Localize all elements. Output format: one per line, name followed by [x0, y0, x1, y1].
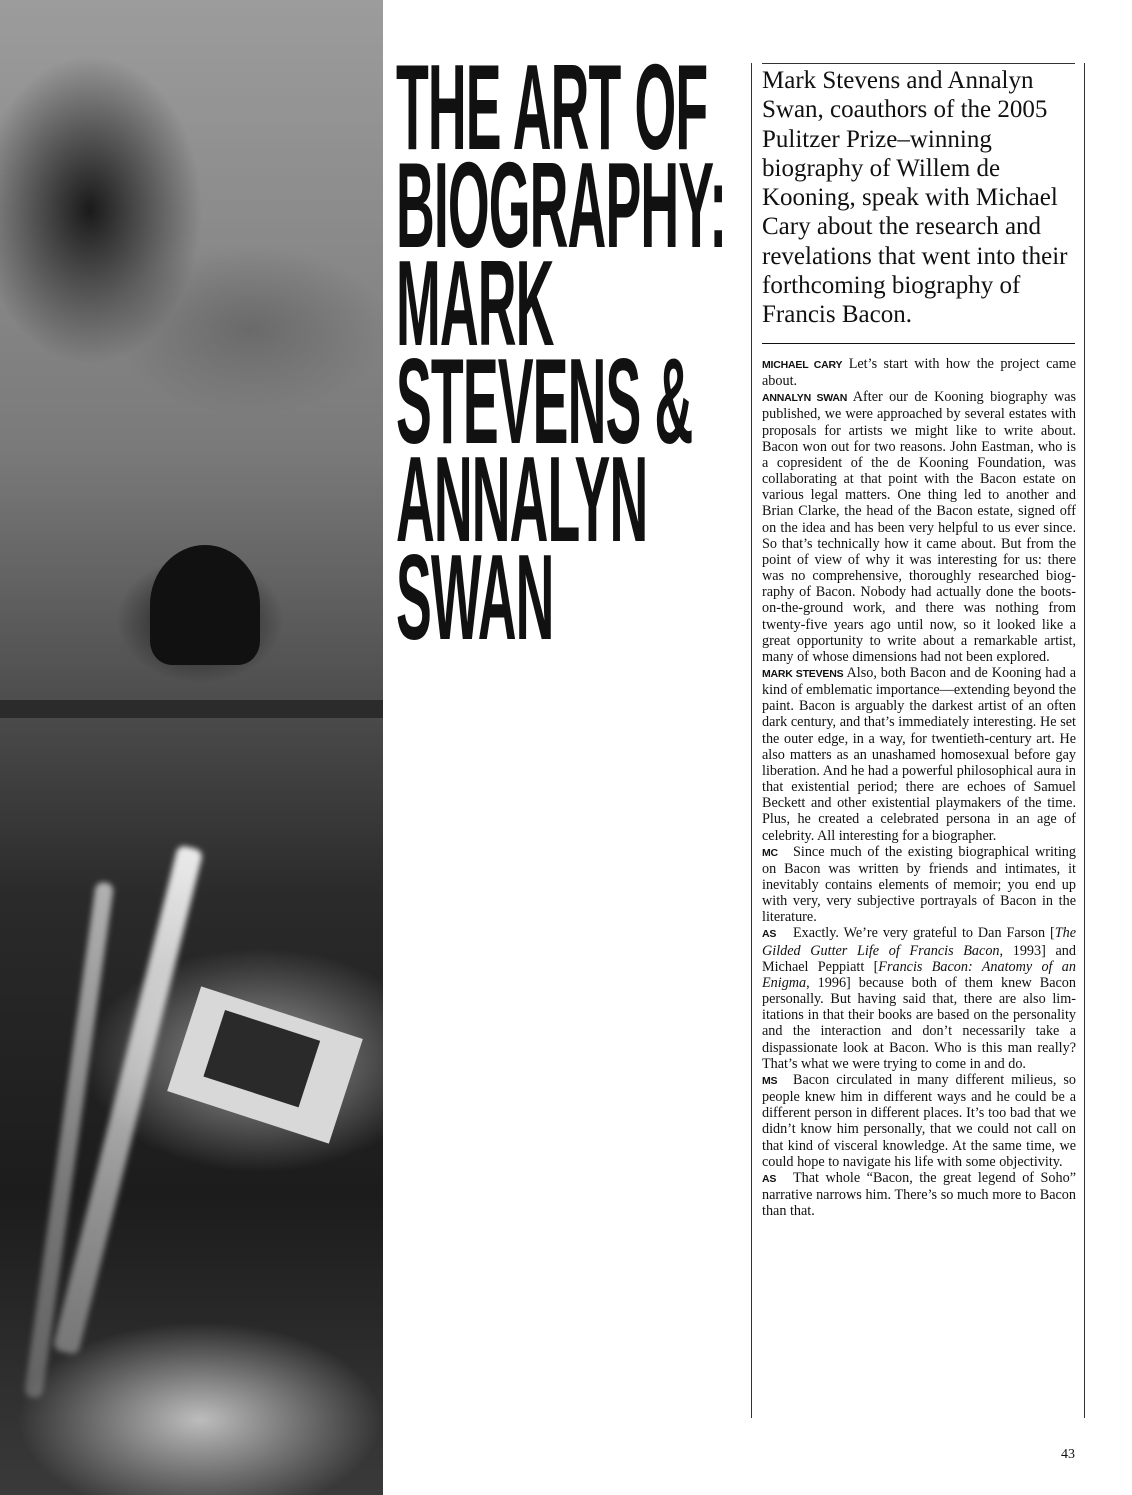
turn-text: Since much of the existing biographical writing on Bacon was written by friends and intimates, it inevitably contains elements of memoir; you end up with very, very subjective portrayals of Bacon in the literature.: [762, 843, 1076, 926]
speaker-label: MARK STEVENS: [762, 667, 844, 680]
title-line: MARK: [396, 235, 554, 371]
speaker-label: MC: [762, 846, 778, 859]
speaker-label: MICHAEL CARY: [762, 359, 843, 371]
book-title: The Gilded Gutter Life of Francis Bacon: [762, 925, 1076, 959]
interview-turn: [762, 1170, 1076, 1219]
page-number: 43: [1061, 1447, 1075, 1462]
interview-turn: [762, 1072, 1076, 1170]
title-line: STEVENS &: [396, 333, 693, 469]
turn-text: Bacon circulated in many different milieus, so people knew him in different ways and he could be a different person in different places. It’s too bad that we didn’t know him personally, that we could not call on that kind of visceral knowledge. At the same time, we could hope to navigate his life with some objectivity.: [762, 1071, 1076, 1170]
speaker-label: ANNALYN SWAN: [762, 392, 848, 405]
turn-text: Exactly. We’re very grateful to Dan Farson [: [793, 925, 1055, 942]
interview-body: [762, 356, 1076, 1219]
title-line: SWAN: [396, 529, 554, 665]
title-line: BIOGRAPHY:: [396, 137, 727, 273]
turn-text: , 1996] because both of them knew Bacon personally. But having said that, there are also limitations in that their books are based on the personality and the interaction and don’t necessarily take a dispassionate look at Bacon. Who is this man really? That’s what we were trying to come in and do.: [762, 974, 1076, 1072]
interview-turn: [762, 665, 1076, 844]
speaker-label: MS: [762, 1074, 778, 1087]
interview-turn: [762, 389, 1076, 665]
title-line: THE ART OF: [396, 39, 708, 175]
interview-turn: [762, 925, 1076, 1071]
article-deck: Mark Stevens and Annalyn Swan, coauthors of the 2005 Pulitzer Prize–winning biography of Willem de Kooning, speak with Michael Cary about the research and revelations that went into their forthcoming biography of Francis Bacon.: [762, 67, 1068, 329]
photo-book: [167, 986, 363, 1143]
interview-turn: [762, 844, 1076, 926]
photo-kettle: [150, 545, 260, 665]
turn-text: That whole “Bacon, the great legend of Soho” narrative narrows him. There’s so much more to Bacon than that.: [762, 1169, 1076, 1220]
turn-text: , 1993] and Michael Peppiatt [: [762, 942, 1076, 975]
divider: [762, 63, 1075, 64]
studio-photograph: [0, 0, 383, 1495]
speaker-label: AS: [762, 928, 777, 941]
photo-shelf: [0, 700, 383, 718]
book-title: Francis Bacon: Anatomy of an Enigma: [762, 958, 1076, 991]
speaker-label: AS: [762, 1172, 777, 1185]
turn-text: After our de Kooning biography was published, we were approached by several estates with proposals for artists we might like to write about. Bacon won out for two reasons. John Eastman, who is a copresident of the de Kooning Foundation, was collaborating at that point with the Bacon estate on various legal matters. One thing led to another and Brian Clarke, the head of the Bacon estate, signed off on the idea and has been very helpful to us ever since. So that’s technically how it came about. But from the point of view of why it was interesting for us: there was no comprehensive, thoroughly researched biography of Bacon. Nobody had actually done the boots-on-the-ground work, and there was nothing from twenty-five years ago until now, so it looked like a great opportunity to write about a remarkable artist, many of whose dimensions had not been explored.: [762, 389, 1077, 665]
turn-text: Let’s start with how the project came about.: [762, 356, 1076, 390]
divider: [762, 343, 1075, 344]
interview-turn: [762, 356, 1076, 389]
title-line: ANNALYN: [396, 431, 648, 567]
turn-text: Also, both Bacon and de Kooning had a kind of emblematic importance—extending beyond the paint. Bacon is arguably the darkest artist of an often dark century, and that’s immediately interesting. He set the outer edge, in a way, for twentieth-century art. He also matters as an unashamed homosexual before gay liberation. And he had a powerful philosophical aura in that existential period; there are echoes of Samuel Beckett and other existential playmakers of the time. Plus, he created a celebrated persona in an age of celebrity. All interesting for a biographer.: [762, 664, 1077, 844]
